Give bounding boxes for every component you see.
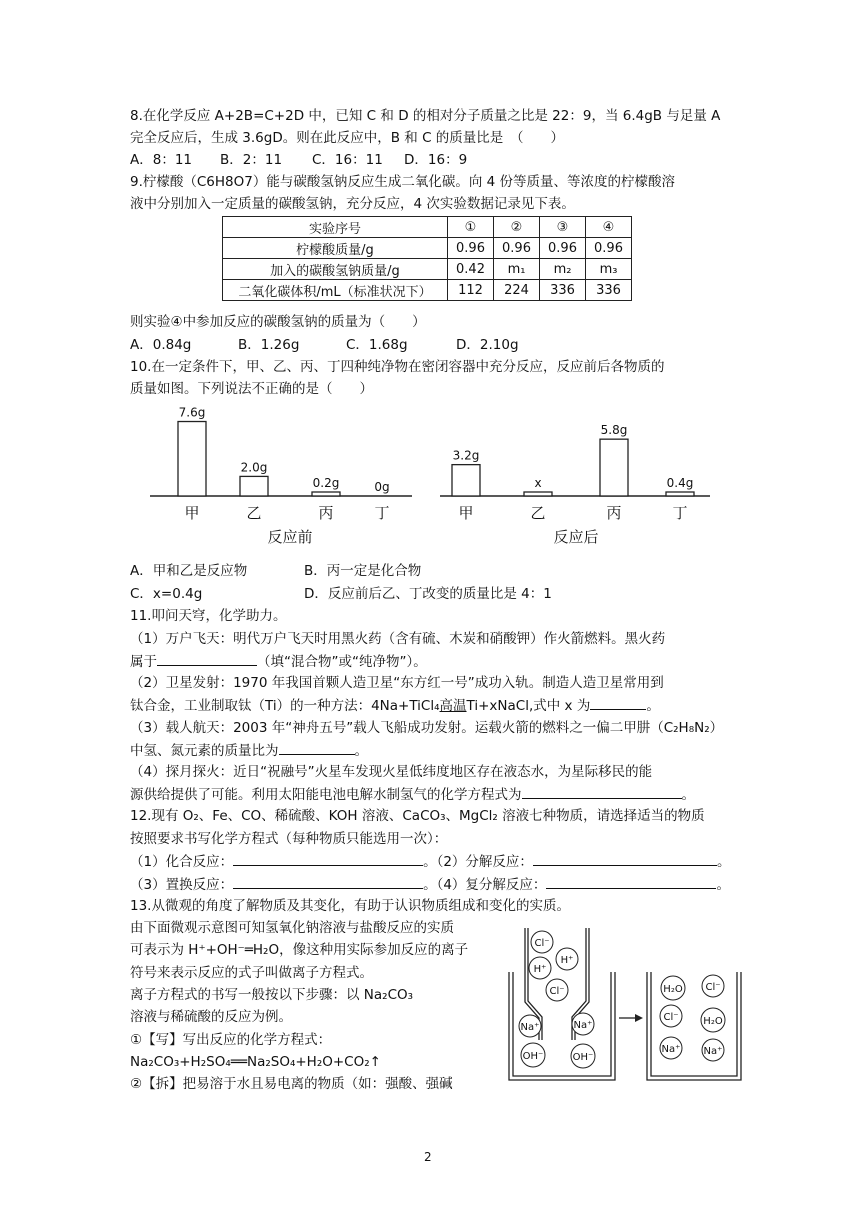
q10-option-d: D．反应前后乙、丁改变的质量比是 4：1 <box>304 586 552 602</box>
before-value-label: 2.0g <box>240 460 268 475</box>
table-cell: ① <box>448 217 494 238</box>
q12-item2: 。（2）分解反应： <box>423 854 533 870</box>
q11-p1b-pre: 属于 <box>130 654 157 670</box>
table-cell: 实验序号 <box>223 217 448 238</box>
ion-label: H₂O <box>663 984 683 995</box>
q9-option-d: D．2.10g <box>456 337 519 353</box>
ion-circle <box>702 975 724 997</box>
ion-circle <box>571 1044 595 1068</box>
ion-label: H₂O <box>703 1016 723 1027</box>
table-cell: m₂ <box>540 259 586 280</box>
table-cell: 0.96 <box>494 238 540 259</box>
after-category-label: 乙 <box>530 504 546 522</box>
table-cell: 0.42 <box>448 259 494 280</box>
ion-label: Cl⁻ <box>549 986 565 997</box>
ion-circle <box>572 1013 594 1035</box>
after-value-label: x <box>534 476 542 490</box>
ion-label: Na⁺ <box>520 1022 540 1033</box>
q11-p2b <box>130 695 660 716</box>
q12-end: 。 <box>716 854 731 870</box>
table-row <box>223 280 632 301</box>
answer-blank[interactable] <box>590 695 646 710</box>
table-cell: 二氧化碳体积/mL（标准状况下） <box>223 280 448 301</box>
before-bar <box>240 476 268 496</box>
q11-p2b-post: 。 <box>646 698 660 714</box>
q11-p2b-pre: 钛合金，工业制取钛（Ti）的一种方法：4Na+TiCl₄ <box>130 698 440 714</box>
page-number: 2 <box>424 1150 432 1164</box>
table-row <box>223 217 632 238</box>
answer-blank[interactable] <box>546 874 716 889</box>
after-value-label: 3.2g <box>452 448 480 463</box>
q11-p3b <box>130 740 368 761</box>
q12-item4: 。（4）复分解反应： <box>423 877 547 893</box>
ion-circle <box>519 1015 541 1037</box>
before-category-label: 甲 <box>184 504 200 522</box>
ion-label: OH⁻ <box>522 1051 544 1062</box>
after-bar <box>524 492 552 496</box>
answer-blank[interactable] <box>279 740 355 755</box>
before-category-label: 丁 <box>374 504 390 522</box>
after-title: 反应后 <box>553 528 599 546</box>
q11-p3b-post: 。 <box>354 743 368 759</box>
q9-option-a: A．0.84g <box>130 337 192 353</box>
q12-line1: 12.现有 O₂、Fe、CO、稀硫酸、KOH 溶液、CaCO₃、MgCl₂ 溶液七种物质，请选择适当的物质 <box>130 808 705 824</box>
answer-blank[interactable] <box>233 874 423 889</box>
ion-label: Na⁺ <box>573 1020 593 1031</box>
q11-p2b-mid: Ti+xNaCl,式中 x 为 <box>466 698 591 714</box>
experiment-table <box>222 216 632 301</box>
ion-reaction-diagram <box>505 922 745 1084</box>
ion-circle <box>702 1039 724 1061</box>
q10-option-b: B．丙一定是化合物 <box>304 563 422 579</box>
q9-option-b: B．1.26g <box>238 337 300 353</box>
q8-line2: 完全反应后，生成 3.6gD。则在此反应中，B 和 C 的质量比是 （ ） <box>130 130 565 146</box>
before-category-label: 丙 <box>318 504 334 522</box>
ion-circle <box>546 979 568 1001</box>
ion-label: OH⁻ <box>572 1052 594 1063</box>
q9-option-c: C．1.68g <box>346 337 408 353</box>
q11-p2a: （2）卫星发射：1970 年我国首颗人造卫星“东方红一号”成功入轨。制造人造卫星常用到 <box>130 675 664 691</box>
q11-p4a: （4）探月探火：近日“祝融号”火星车发现火星低纬度地区存在液态水，为星际移民的能 <box>130 764 653 780</box>
q11-p4b <box>130 784 695 805</box>
before-bar <box>178 422 206 496</box>
q9-question: 则实验④中参加反应的碳酸氢钠的质量为（ ） <box>130 314 426 330</box>
table-row <box>223 259 632 280</box>
q8-option-c: C．16：11 <box>312 152 383 168</box>
answer-blank[interactable] <box>157 651 257 666</box>
reaction-condition: 高温 <box>439 698 467 714</box>
q13-line8: Na₂CO₃+H₂SO₄══Na₂SO₄+H₂O+CO₂↑ <box>130 1054 381 1070</box>
q9-line2: 液中分别加入一定质量的碳酸氢钠，充分反应，4 次实验数据记录见下表。 <box>130 196 575 212</box>
q12-line2: 按照要求书写化学方程式（每种物质只能选用一次）： <box>130 831 448 847</box>
q12-row2 <box>130 874 730 895</box>
after-bar <box>666 492 694 496</box>
answer-blank[interactable] <box>533 851 717 866</box>
table-cell: ③ <box>540 217 586 238</box>
q12-row1 <box>130 851 730 872</box>
before-bar <box>312 492 340 496</box>
q11-p1b <box>130 651 427 672</box>
table-cell: 0.96 <box>448 238 494 259</box>
before-category-label: 乙 <box>246 504 262 522</box>
q8-option-d: D．16：9 <box>404 152 468 168</box>
q13-line1: 13.从微观的角度了解物质及其变化，有助于认识物质组成和变化的实质。 <box>130 898 570 914</box>
ion-circle <box>660 1037 682 1059</box>
q8-option-a: A．8：11 <box>130 152 193 168</box>
q10-option-a: A．甲和乙是反应物 <box>130 563 248 579</box>
q13-line4: 符号来表示反应的式子叫做离子方程式。 <box>130 965 373 981</box>
ion-label: Cl⁻ <box>663 1012 679 1023</box>
table-cell: 柠檬酸质量/g <box>223 238 448 259</box>
table-row <box>223 238 632 259</box>
before-value-label: 0.2g <box>312 476 340 490</box>
ion-circle <box>531 931 553 953</box>
q12-item1: （1）化合反应： <box>130 854 234 870</box>
q13-line2: 由下面微观示意图可知氢氧化钠溶液与盐酸反应的实质 <box>130 920 454 936</box>
after-category-label: 丙 <box>606 504 622 522</box>
q11-p1b-post: （填“混合物”或“纯净物”）。 <box>257 654 427 670</box>
ion-circle <box>529 957 551 979</box>
ion-circle <box>556 948 578 970</box>
ion-label: Cl⁻ <box>534 938 550 949</box>
q13-line9: ②【拆】把易溶于水且易电离的物质（如：强酸、强碱 <box>130 1076 453 1092</box>
reaction-arrow-icon <box>619 1014 643 1022</box>
q12-item3: （3）置换反应： <box>130 877 234 893</box>
table-cell: 加入的碳酸氢钠质量/g <box>223 259 448 280</box>
q11-p4b-post: 。 <box>681 787 695 803</box>
ion-label: H⁺ <box>533 964 547 975</box>
after-value-label: 5.8g <box>600 423 628 438</box>
after-bar <box>452 465 480 496</box>
answer-blank[interactable] <box>233 851 423 866</box>
table-cell: 0.96 <box>540 238 586 259</box>
ion-circle <box>701 1008 725 1032</box>
before-title: 反应前 <box>267 528 313 546</box>
table-cell: ④ <box>586 217 632 238</box>
table-cell: 0.96 <box>586 238 632 259</box>
q12-end: 。 <box>716 877 730 893</box>
table-cell: 336 <box>540 280 586 301</box>
q13-line7: ①【写】写出反应的化学方程式： <box>130 1032 332 1048</box>
q9-line1: 9.柠檬酸（C6H8O7）能与碳酸氢钠反应生成二氧化碳。向 4 份等质量、等浓度的柠檬酸溶 <box>130 174 676 190</box>
q10-line2: 质量如图。下列说法不正确的是（ ） <box>130 381 373 397</box>
ion-label: H⁺ <box>560 955 574 966</box>
q11-p3b-pre: 中氢、氮元素的质量比为 <box>130 743 279 759</box>
chart-before <box>150 398 420 548</box>
q13-line5: 离子方程式的书写一般按以下步骤：以 Na₂CO₃ <box>130 987 414 1003</box>
after-value-label: 0.4g <box>666 476 694 490</box>
before-value-label: 7.6g <box>178 405 206 420</box>
q11-p3a: （3）载人航天：2003 年“神舟五号”载人飞船成功发射。运载火箭的燃料之一偏二甲肼（C₂H₈N₂） <box>130 720 724 736</box>
q11-p1a: （1）万户飞天：明代万户飞天时用黑火药（含有硫、木炭和硝酸钾）作火箭燃料。黑火药 <box>130 631 666 647</box>
q11-p4b-pre: 源供给提供了可能。利用太阳能电池电解水制氢气的化学方程式为 <box>130 787 522 803</box>
after-bar <box>600 439 628 496</box>
after-category-label: 甲 <box>458 504 474 522</box>
q11-title: 11.叩问天穹，化学助力。 <box>130 608 287 624</box>
after-category-label: 丁 <box>672 504 688 522</box>
before-value-label: 0g <box>374 480 390 494</box>
table-cell: m₃ <box>586 259 632 280</box>
q13-line6: 溶液与稀硫酸的反应为例。 <box>130 1009 292 1025</box>
table-cell: 336 <box>586 280 632 301</box>
ion-circle <box>521 1043 545 1067</box>
q13-line3: 可表示为 H⁺+OH⁻═H₂O，像这种用实际参加反应的离子 <box>130 942 469 958</box>
q10-line1: 10.在一定条件下，甲、乙、丙、丁四种纯净物在密闭容器中充分反应，反应前后各物质的 <box>130 359 665 375</box>
ion-circle <box>661 976 685 1000</box>
ion-circle <box>660 1005 682 1027</box>
q8-option-b: B．2：11 <box>220 152 283 168</box>
ion-label: Cl⁻ <box>705 982 721 993</box>
ion-label: Na⁺ <box>703 1046 723 1057</box>
table-cell: 224 <box>494 280 540 301</box>
q10-option-c: C．x=0.4g <box>130 586 203 602</box>
chart-after <box>440 398 720 548</box>
q8-line1: 8.在化学反应 A+2B=C+2D 中，已知 C 和 D 的相对分子质量之比是 22：9，当 6.4gB 与足量 A <box>130 108 721 124</box>
table-cell: m₁ <box>494 259 540 280</box>
table-cell: 112 <box>448 280 494 301</box>
table-cell: ② <box>494 217 540 238</box>
ion-label: Na⁺ <box>661 1044 681 1055</box>
answer-blank[interactable] <box>522 784 682 799</box>
